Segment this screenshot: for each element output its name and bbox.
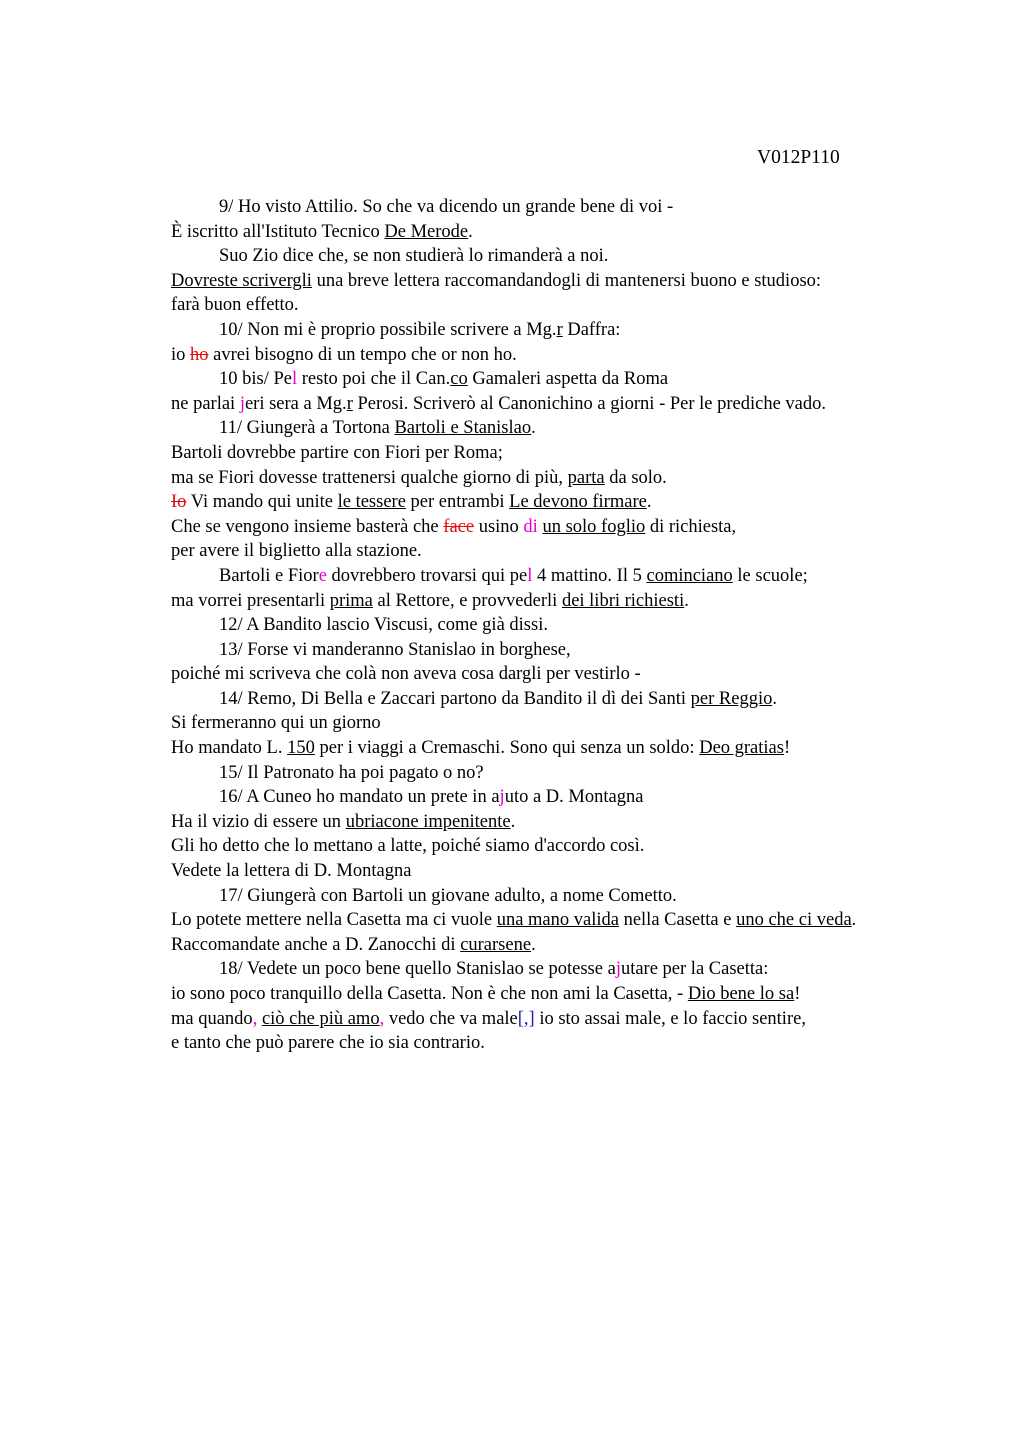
text-segment: 18/ Vedete un poco bene quello Stanislao se potesse a <box>219 959 616 980</box>
text-line <box>171 515 911 540</box>
underlined-text: per Reggio <box>690 688 773 709</box>
text-line <box>171 908 911 933</box>
text-segment: per entrambi <box>405 492 510 513</box>
text-line <box>171 687 911 712</box>
underlined-text: ubriacone impenitente <box>345 811 511 832</box>
text-line <box>171 441 911 466</box>
underlined-text: un solo foglio <box>542 516 646 537</box>
text-segment: al Rettore, e provvederli <box>372 590 562 611</box>
text-segment: Si fermeranno qui un giorno <box>171 713 381 734</box>
text-line <box>171 220 911 245</box>
text-segment: . <box>851 910 857 931</box>
text-line <box>171 318 911 343</box>
text-segment: da solo. <box>604 467 667 488</box>
text-line <box>171 834 911 859</box>
text-line <box>171 785 911 810</box>
underlined-text: uno che ci veda <box>736 910 852 931</box>
text-segment: io sto assai male, e lo faccio sentire, <box>534 1008 806 1029</box>
text-segment: Daffra: <box>562 319 621 340</box>
text-segment: Ho mandato L. <box>171 738 288 759</box>
text-line <box>171 1007 911 1032</box>
underlined-text: co <box>450 369 468 390</box>
text-segment: . <box>646 492 652 513</box>
text-segment: Suo Zio dice che, se non studierà lo rimanderà a noi. <box>219 246 609 267</box>
underlined-text: dei libri richiesti <box>561 590 685 611</box>
text-line <box>171 933 911 958</box>
text-line <box>171 564 911 589</box>
text-line <box>171 957 911 982</box>
struck-out-text: face <box>443 516 475 537</box>
text-segment: uto a D. Montagna <box>504 787 644 808</box>
text-segment: poiché mi scriveva che colà non aveva cosa dargli per vestirlo - <box>171 664 641 685</box>
text-line <box>171 293 911 318</box>
inserted-correction: e <box>318 565 327 586</box>
text-segment: . <box>510 811 516 832</box>
text-segment: Gamaleri aspetta da Roma <box>467 369 669 390</box>
text-segment: Gli ho detto che lo mettano a latte, poiché siamo d'accordo così. <box>171 836 645 857</box>
text-segment: 9/ Ho visto Attilio. So che va dicendo un grande bene di voi - <box>219 197 674 217</box>
text-segment: eri sera a Mg. <box>244 393 347 414</box>
text-segment: Lo potete mettere nella Casetta ma ci vuole <box>171 910 497 931</box>
text-segment: per avere il biglietto alla stazione. <box>171 541 422 562</box>
text-segment: dovrebbero trovarsi qui pe <box>326 565 528 586</box>
text-segment: Bartoli dovrebbe partire con Fiori per Roma; <box>171 442 503 463</box>
text-line <box>171 466 911 491</box>
text-line <box>171 490 911 515</box>
inserted-correction: di <box>523 516 538 537</box>
text-segment: di richiesta, <box>645 516 737 537</box>
text-segment: . <box>531 934 536 955</box>
text-line <box>171 761 911 786</box>
text-segment: 17/ Giungerà con Bartoli un giovane adulto, a nome Cometto. <box>219 885 677 906</box>
text-line <box>171 392 911 417</box>
text-segment: Ha il vizio di essere un <box>171 811 346 832</box>
underlined-text: 150 <box>287 738 315 759</box>
text-segment: 13/ Forse vi manderanno Stanislao in borghese, <box>219 639 571 660</box>
text-segment: 15/ Il Patronato ha poi pagato o no? <box>219 762 484 783</box>
inserted-correction: l <box>291 369 298 390</box>
underlined-text: le tessere <box>337 492 406 513</box>
underlined-text: Bartoli e Stanislao <box>394 418 532 439</box>
text-segment: ma vorrei presentarli <box>171 590 330 611</box>
text-segment: usino <box>474 516 524 537</box>
text-segment: 14/ Remo, Di Bella e Zaccari partono da Bandito il dì dei Santi <box>219 688 691 709</box>
text-segment: ma quando <box>171 1008 253 1029</box>
editorial-bracket: [,] <box>517 1008 535 1029</box>
inserted-correction: j <box>499 787 505 808</box>
text-segment: Vi mando qui unite <box>186 492 338 513</box>
underlined-text: curarsene <box>460 934 532 955</box>
text-segment: . <box>772 688 777 709</box>
text-segment: Bartoli e Fior <box>219 565 319 586</box>
underlined-text: Dovreste scrivergli <box>171 270 312 291</box>
text-segment: ne parlai <box>171 393 240 414</box>
inserted-correction: , <box>379 1008 385 1029</box>
text-segment: Che se vengono insieme basterà che <box>171 516 444 537</box>
text-line <box>171 736 911 761</box>
underlined-text: r <box>556 319 563 340</box>
underlined-text: Le devono firmare <box>509 492 647 513</box>
text-segment: per i viaggi a Cremaschi. Sono qui senza un soldo: <box>314 738 700 759</box>
text-segment: farà buon effetto. <box>171 295 299 316</box>
text-segment: nella Casetta e <box>618 910 737 931</box>
text-line <box>171 195 911 220</box>
text-segment: . <box>468 221 473 242</box>
text-line <box>171 343 911 368</box>
text-segment: una breve lettera raccomandandogli di mantenersi buono e studioso: <box>311 270 822 291</box>
text-line <box>171 810 911 835</box>
text-segment: ! <box>783 738 791 759</box>
text-segment: ! <box>794 984 801 1004</box>
text-segment: . <box>684 590 689 611</box>
text-line <box>171 539 911 564</box>
text-segment: 4 mattino. Il 5 <box>532 565 647 586</box>
text-segment: 10/ Non mi è proprio possibile scrivere a Mg. <box>219 319 557 340</box>
text-line <box>171 662 911 687</box>
text-line <box>171 416 911 441</box>
inserted-correction: j <box>615 959 621 980</box>
text-line <box>171 884 911 909</box>
underlined-text: cominciano <box>646 565 733 586</box>
text-segment: Vedete la lettera di D. Montagna <box>171 861 412 882</box>
underlined-text: parta <box>567 467 605 488</box>
text-line <box>171 613 911 638</box>
text-line <box>171 1031 911 1056</box>
struck-out-text: ho <box>190 344 209 365</box>
text-line <box>171 859 911 884</box>
underlined-text: r <box>346 393 353 414</box>
text-segment: le scuole; <box>732 565 808 586</box>
text-segment: ma se Fiori dovesse trattenersi qualche giorno di più, <box>171 467 568 488</box>
text-line <box>171 711 911 736</box>
text-line <box>171 244 911 269</box>
letter-body <box>171 195 911 1056</box>
text-segment: io sono poco tranquillo della Casetta. Non è che non ami la Casetta, - <box>171 984 688 1004</box>
text-segment: 16/ A Cuneo ho mandato un prete in a <box>219 787 500 808</box>
text-segment: 10 bis/ Pe <box>219 369 292 390</box>
text-segment: utare per la Casetta: <box>620 959 769 980</box>
text-segment: 12/ A Bandito lascio Viscusi, come già dissi. <box>219 615 548 636</box>
underlined-text: Deo gratias <box>699 738 784 759</box>
underlined-text: De Merode <box>384 221 469 242</box>
text-line <box>171 982 911 1007</box>
text-segment: e tanto che può parere che io sia contrario. <box>171 1033 485 1054</box>
text-segment: Raccomandate anche a D. Zanocchi di <box>171 934 461 955</box>
text-line <box>171 269 911 294</box>
text-segment: È iscritto all'Istituto Tecnico <box>171 221 385 242</box>
underlined-text: prima <box>329 590 373 611</box>
text-line <box>171 367 911 392</box>
text-segment: Perosi. Scriverò al Canonichino a giorni - Per le prediche vado. <box>352 393 827 414</box>
text-segment: avrei bisogno di un tempo che or non ho. <box>208 344 517 365</box>
inserted-correction: j <box>239 393 245 414</box>
text-segment: io <box>171 344 191 365</box>
text-line <box>171 638 911 663</box>
text-segment: 11/ Giungerà a Tortona <box>219 418 395 439</box>
underlined-text: una mano valida <box>496 910 619 931</box>
underlined-text: Dio bene lo sa <box>687 984 795 1004</box>
underlined-text: ciò che più amo <box>261 1008 380 1029</box>
page-id: V012P110 <box>757 147 840 168</box>
text-segment: vedo che va male <box>384 1008 518 1029</box>
text-segment: resto poi che il Can. <box>297 369 451 390</box>
inserted-correction: , <box>252 1008 258 1029</box>
text-line <box>171 589 911 614</box>
inserted-correction: l <box>527 565 533 586</box>
struck-out-text: Io <box>171 492 187 513</box>
text-segment: . <box>531 418 536 439</box>
